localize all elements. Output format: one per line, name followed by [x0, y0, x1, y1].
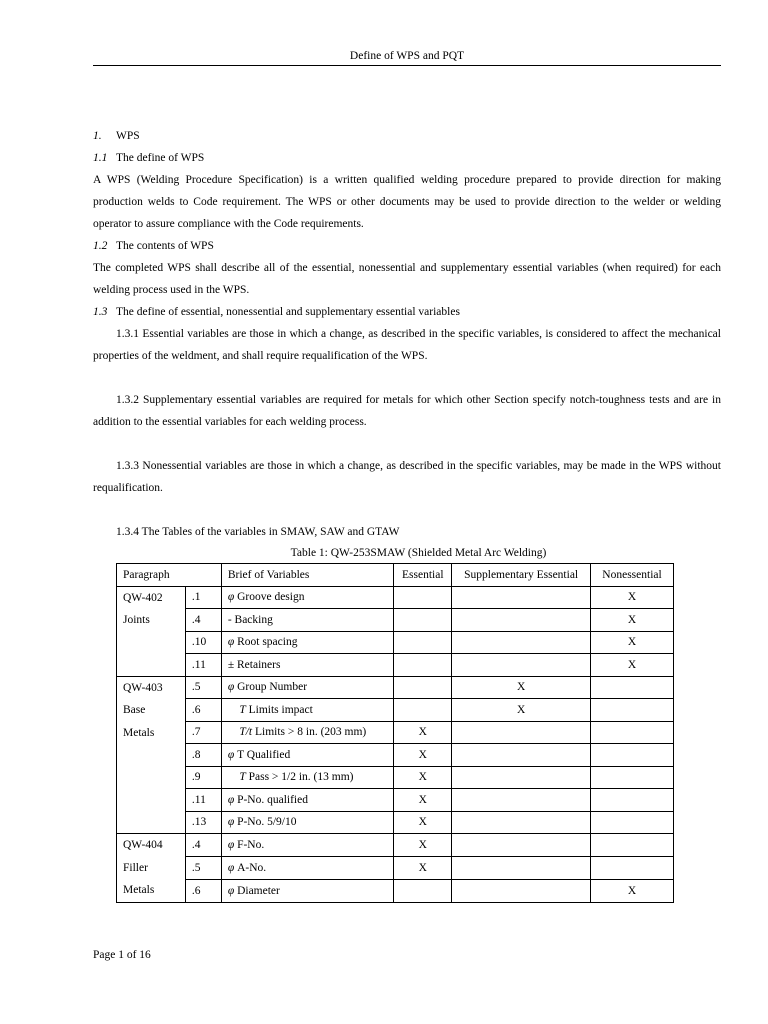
supplementary-cell [452, 744, 591, 767]
sub-cell: .13 [185, 811, 221, 834]
section-1-heading [93, 125, 721, 147]
paragraph-line: 1.3.3 Nonessential variables are those in which a change, as described in the specific variables, may be made in the WPS without [116, 460, 721, 472]
document-body [93, 125, 721, 903]
page-header-title: Define of WPS and PQT [349, 50, 465, 62]
sub-cell: .11 [185, 654, 221, 677]
nonessential-cell [591, 811, 674, 834]
paragraph-line: 1.3.4 The Tables of the variables in SMAW, SAW and GTAW [116, 526, 400, 538]
column-header: Paragraph [117, 564, 222, 587]
supplementary-cell [452, 834, 591, 857]
section-title: The define of essential, nonessential and supplementary essential variables [116, 306, 460, 318]
table-row [117, 766, 674, 789]
section-title: WPS [116, 130, 140, 142]
essential-cell [394, 609, 452, 632]
paragraph-line: production welds to Code requirement. The WPS or other documents may be used to provide direction to the welder or welding [93, 196, 721, 208]
sub-cell: .10 [185, 631, 221, 654]
essential-cell [394, 879, 452, 902]
table-row [117, 699, 674, 722]
brief-cell: φ Diameter [221, 879, 393, 902]
sub-cell: .4 [185, 834, 221, 857]
brief-cell: φ Root spacing [221, 631, 393, 654]
brief-cell: - Backing [221, 609, 393, 632]
brief-cell: φ Group Number [221, 676, 393, 699]
essential-cell: X [394, 766, 452, 789]
section-1-2-heading [93, 235, 721, 257]
essential-cell [394, 699, 452, 722]
essential-cell: X [394, 834, 452, 857]
nonessential-cell [591, 676, 674, 699]
sub-cell: .4 [185, 609, 221, 632]
nonessential-cell [591, 699, 674, 722]
table-row [117, 721, 674, 744]
brief-cell: T Pass > 1/2 in. (13 mm) [221, 766, 393, 789]
column-header: Essential [394, 564, 452, 587]
nonessential-cell [591, 789, 674, 812]
paragraph-label: Filler [123, 861, 148, 874]
nonessential-cell [591, 856, 674, 879]
section-number: 1.2 [93, 240, 108, 252]
table-row [117, 676, 674, 699]
paragraph-line: 1.3.2 Supplementary essential variables are required for metals for which other Section specify notch-toughness tests and are in [116, 394, 721, 406]
paragraph-number: QW-403 [123, 681, 163, 694]
nonessential-cell [591, 766, 674, 789]
paragraph-line: welding process used in the WPS. [93, 284, 250, 296]
table-row [117, 609, 674, 632]
supplementary-cell [452, 654, 591, 677]
brief-cell: T/t Limits > 8 in. (203 mm) [221, 721, 393, 744]
nonessential-cell: X [591, 609, 674, 632]
section-number: 1. [93, 130, 102, 142]
section-1-1-heading [93, 147, 721, 169]
sub-cell: .6 [185, 699, 221, 722]
supplementary-cell [452, 586, 591, 609]
table-row [117, 834, 674, 857]
paragraph-line: operator to assure compliance with the Code requirements. [93, 218, 364, 230]
paragraph-line: addition to the essential variables for each welding process. [93, 416, 367, 428]
paragraph-label: Metals [123, 726, 155, 739]
variables-table [116, 563, 674, 903]
brief-cell: ± Retainers [221, 654, 393, 677]
paragraph-cell [117, 834, 186, 903]
brief-cell: φ P-No. 5/9/10 [221, 811, 393, 834]
table-row [117, 856, 674, 879]
column-header: Brief of Variables [221, 564, 393, 587]
brief-cell: φ A-No. [221, 856, 393, 879]
section-number: 1.3 [93, 306, 108, 318]
supplementary-cell [452, 879, 591, 902]
sub-cell: .11 [185, 789, 221, 812]
section-title: The contents of WPS [116, 240, 214, 252]
header-divider [93, 65, 721, 66]
paragraph-line: 1.3.1 Essential variables are those in which a change, as described in the specific variables, is considered to affect the mechanical [116, 328, 721, 340]
essential-cell [394, 654, 452, 677]
brief-cell: φ F-No. [221, 834, 393, 857]
table-row [117, 789, 674, 812]
brief-cell: T Limits impact [221, 699, 393, 722]
brief-cell: φ P-No. qualified [221, 789, 393, 812]
nonessential-cell: X [591, 879, 674, 902]
sub-cell: .1 [185, 586, 221, 609]
nonessential-cell: X [591, 631, 674, 654]
table-row [117, 631, 674, 654]
paragraph-line: properties of the weldment, and shall require requalification of the WPS. [93, 350, 428, 362]
nonessential-cell [591, 834, 674, 857]
nonessential-cell: X [591, 654, 674, 677]
supplementary-cell [452, 789, 591, 812]
sub-cell: .6 [185, 879, 221, 902]
essential-cell: X [394, 721, 452, 744]
section-1-3-heading [93, 301, 721, 323]
essential-cell [394, 676, 452, 699]
supplementary-cell [452, 766, 591, 789]
essential-cell [394, 631, 452, 654]
supplementary-cell [452, 856, 591, 879]
nonessential-cell [591, 721, 674, 744]
column-header: Nonessential [591, 564, 674, 587]
table-row [117, 654, 674, 677]
table-row [117, 879, 674, 902]
supplementary-cell [452, 811, 591, 834]
table-row [117, 586, 674, 609]
sub-cell: .5 [185, 676, 221, 699]
nonessential-cell: X [591, 586, 674, 609]
sub-cell: .5 [185, 856, 221, 879]
paragraph-number: QW-402 [123, 591, 163, 604]
sub-cell: .9 [185, 766, 221, 789]
table-row [117, 811, 674, 834]
sub-cell: .8 [185, 744, 221, 767]
page-number: Page 1 of 16 [93, 949, 151, 961]
essential-cell: X [394, 744, 452, 767]
essential-cell: X [394, 789, 452, 812]
column-header: Supplementary Essential [452, 564, 591, 587]
brief-cell: φ T Qualified [221, 744, 393, 767]
section-number: 1.1 [93, 152, 108, 164]
supplementary-cell [452, 609, 591, 632]
nonessential-cell [591, 744, 674, 767]
paragraph-line: requalification. [93, 482, 163, 494]
supplementary-cell [452, 721, 591, 744]
essential-cell [394, 586, 452, 609]
table-row [117, 744, 674, 767]
essential-cell: X [394, 811, 452, 834]
paragraph-label: Metals [123, 884, 155, 896]
brief-cell: φ Groove design [221, 586, 393, 609]
paragraph-label: Joints [123, 614, 150, 626]
section-title: The define of WPS [116, 152, 205, 164]
sub-cell: .7 [185, 721, 221, 744]
paragraph-number: QW-404 [123, 839, 163, 851]
table-header-row [117, 564, 674, 587]
table-caption: Table 1: QW-253SMAW (Shielded Metal Arc Welding) [290, 547, 547, 559]
paragraph-cell [117, 676, 186, 834]
essential-cell: X [394, 856, 452, 879]
paragraph-cell [117, 586, 186, 676]
supplementary-cell: X [452, 699, 591, 722]
supplementary-cell: X [452, 676, 591, 699]
paragraph-label: Base [123, 704, 146, 716]
supplementary-cell [452, 631, 591, 654]
paragraph-line: A WPS (Welding Procedure Specification) is a written qualified welding procedure prepared to provide direction for making [93, 174, 721, 186]
paragraph-line: The completed WPS shall describe all of the essential, nonessential and supplementary essential variables (when required) for each [93, 262, 721, 274]
